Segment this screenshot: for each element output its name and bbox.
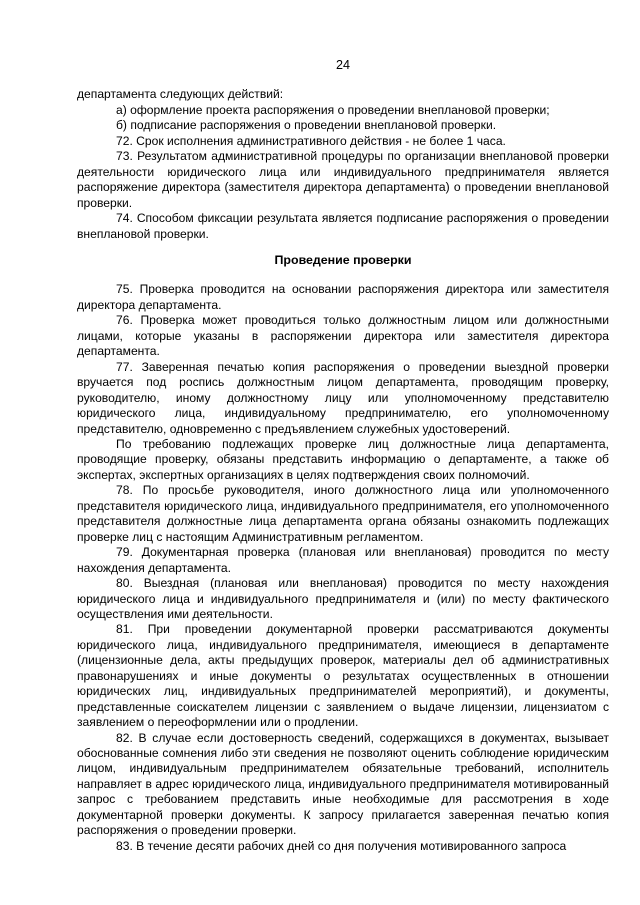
paragraph: 74. Способом фиксации результата является подписание распоряжения о проведении внеплановой проверки.: [77, 211, 609, 241]
section-heading: Проведение проверки: [274, 252, 412, 267]
paragraph: 81. При проведении документарной проверки рассматриваются документы юридического лица, индивидуального предпринимателя, имеющиеся в департаменте (лицензионные дела, акты предыдущих проверок, материалы дел об административных правонарушениях и иные документы о результатах осуществленных в отношении юридических лиц, индивидуальных предпринимателей мероприятий), и документы, представленные соискателем лицензии с заявлением о выдаче лицензии, лицензиатом с заявлением о переоформлении или о продлении.: [77, 622, 609, 730]
paragraph: 80. Выездная (плановая или внеплановая) проводится по месту нахождения юридического лица и индивидуального предпринимателя и (или) по месту фактического осуществления ими деятельности.: [77, 576, 609, 621]
paragraph: 72. Срок исполнения административного действия - не более 1 часа.: [116, 133, 506, 148]
paragraph: б) подписание распоряжения о проведении внеплановой проверки.: [116, 118, 497, 133]
document-page: [77, 58, 609, 854]
paragraph: 73. Результатом административной процедуры по организации внеплановой проверки деятельности юридического лица или индивидуального предпринимателя является распоряжение директора (заместителя директора департамента) о проведении внеплановой проверки.: [77, 149, 609, 210]
paragraph: 82. В случае если достоверность сведений, содержащихся в документах, вызывает обоснованные сомнения либо эти сведения не позволяют оценить соблюдение юридическим лицом, индивидуальным предпринимателем обязательные требований, исполнитель направляет в адрес юридического лица, индивидуального предпринимателя мотивированный запрос с требованием представить иные необходимые для рассмотрения в ходе документарной проверки документы. К запросу прилагается заверенная печатью копия распоряжения о проведении проверки.: [77, 730, 609, 838]
paragraph: а) оформление проекта распоряжения о проведении внеплановой проверки;: [116, 102, 550, 117]
paragraph: 79. Документарная проверка (плановая или внеплановая) проводится по месту нахождения департамента.: [77, 545, 609, 575]
paragraphs-before: [77, 87, 609, 242]
paragraph: По требованию подлежащих проверке лиц должностные лица департамента, проводящие проверку, обязаны представить информацию о департаменте, а также об экспертах, экспертных организациях в целях подтверждения своих полномочий.: [77, 436, 609, 482]
paragraph: 83. В течение десяти рабочих дней со дня получения мотивированного запроса: [116, 838, 567, 853]
paragraph: департамента следующих действий:: [77, 87, 284, 102]
paragraph: 75. Проверка проводится на основании распоряжения директора или заместителя директора департамента.: [77, 282, 609, 312]
paragraph: 78. По просьбе руководителя, иного должностного лица или уполномоченного представителя юридического лица, индивидуального предпринимателя, его уполномоченного представителя должностные лица департамента органа обязаны ознакомить подлежащих проверке лиц с настоящим Административным регламентом.: [77, 483, 609, 544]
page-number: 24: [335, 58, 350, 72]
paragraphs-after: [77, 282, 609, 854]
paragraph: 76. Проверка может проводиться только должностным лицом или должностными лицами, которые указаны в распоряжении директора или заместителя директора департамента.: [77, 313, 609, 359]
paragraph: 77. Заверенная печатью копия распоряжения о проведении выездной проверки вручается под роспись должностным лицом департамента, проводящим проверку, руководителю, иному должностному лицу или уполномоченному представителю юридического лица, индивидуальному предпринимателю, его уполномоченному представителю, одновременно с предъявлением служебных удостоверений.: [77, 359, 609, 436]
